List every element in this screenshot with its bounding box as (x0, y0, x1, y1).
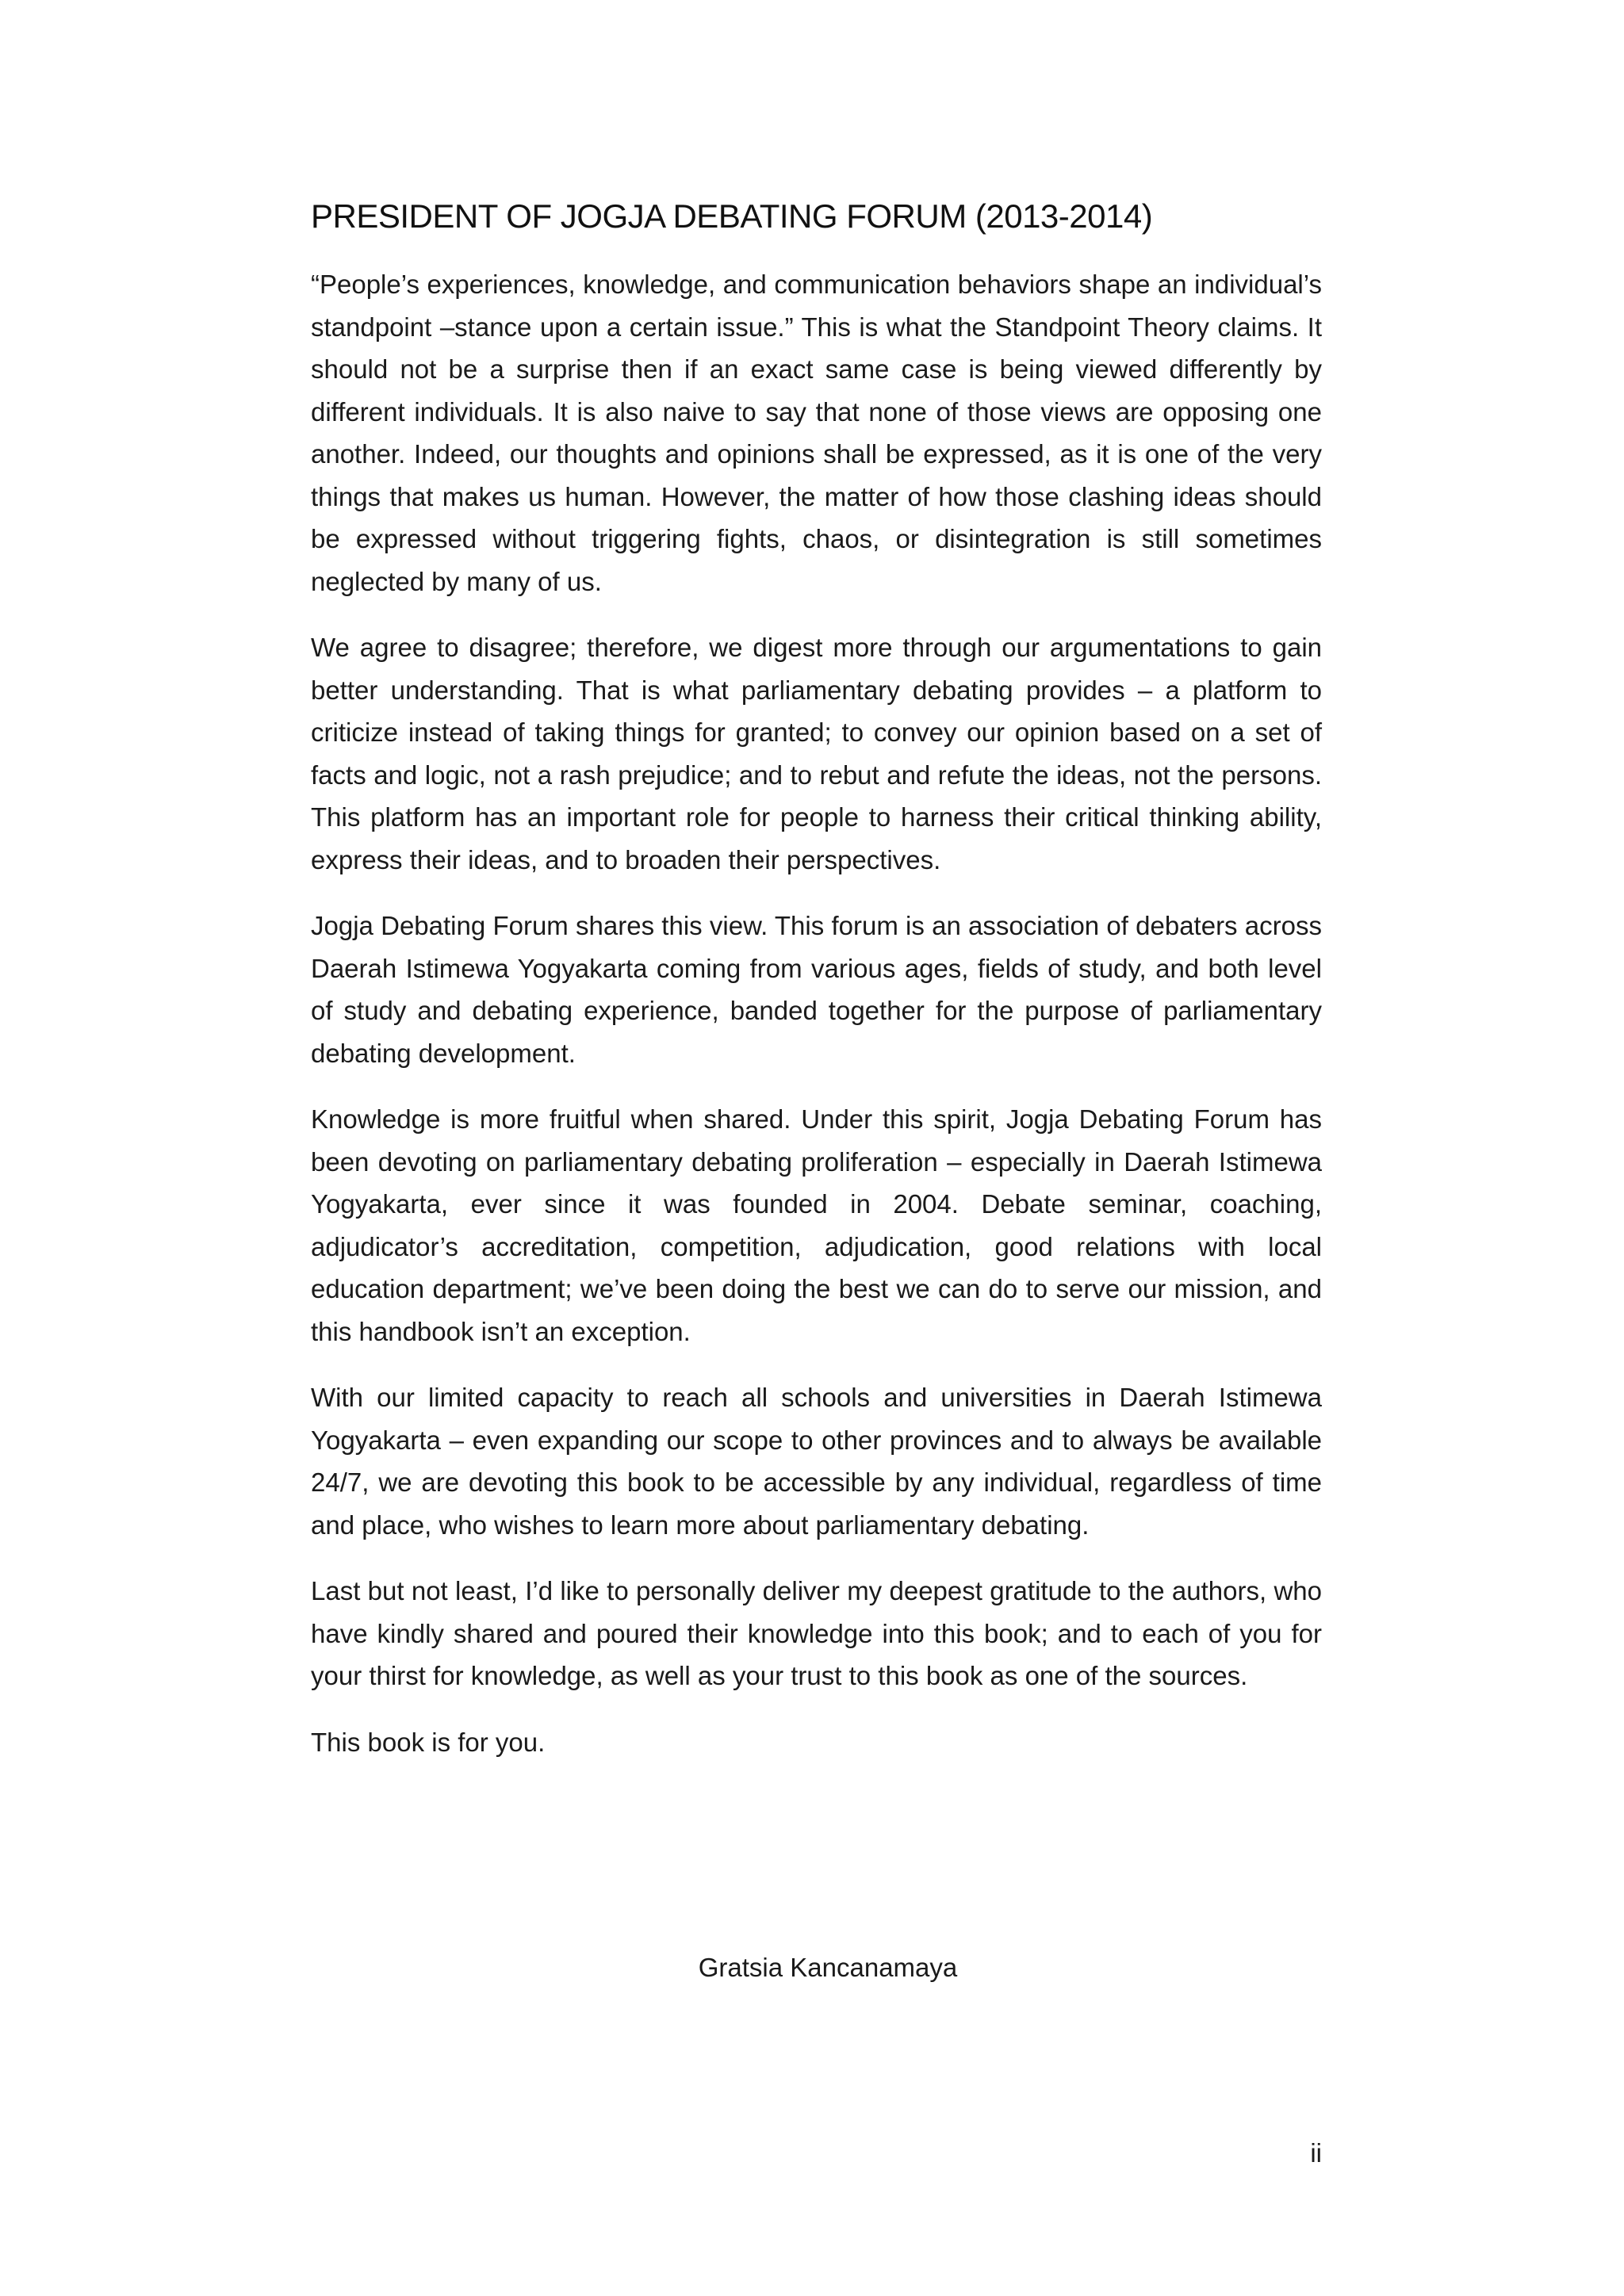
paragraph-forum-view: Jogja Debating Forum shares this view. This forum is an association of debaters across Daerah Istimewa Yogyakarta coming from various ages, fields of study, and both level of study and debating experience, banded together for the purpose of parliamentary debating development. (311, 911, 1322, 1068)
signature-name: Gratsia Kancanamaya (698, 1953, 958, 1982)
document-body (311, 197, 1322, 1787)
paragraph-gratitude: Last but not least, I’d like to personally deliver my deepest gratitude to the authors, who have kindly shared and poured their knowledge into this book; and to each of you for your thirst for knowledge, as well as your trust to this book as one of the sources. (311, 1576, 1322, 1691)
paragraph-limited-capacity: With our limited capacity to reach all schools and universities in Daerah Istimewa Yogyakarta – even expanding our scope to other provinces and to always be available 24/7, we are devoting this book to be accessible by any individual, regardless of time and place, who wishes to learn more about parliamentary debating. (311, 1383, 1322, 1540)
paragraph-standpoint-theory: “People’s experiences, knowledge, and communication behaviors shape an individual’s standpoint –stance upon a certain issue.” This is what the Standpoint Theory claims. It should not be a surprise then if an exact same case is being viewed differently by different individuals. It is also naive to say that none of those views are opposing one another. Indeed, our thoughts and opinions shall be expressed, as it is one of the very things that makes us human. However, the matter of how those clashing ideas should be expressed without triggering fights, chaos, or disintegration is still sometimes neglected by many of us. (311, 270, 1322, 596)
paragraph-closing: This book is for you. (311, 1727, 546, 1757)
page-title: PRESIDENT OF JOGJA DEBATING FORUM (2013-2014) (311, 197, 1153, 235)
paragraph-agree-to-disagree: We agree to disagree; therefore, we digest more through our argumentations to gain better understanding. That is what parliamentary debating provides – a platform to criticize instead of taking things for granted; to convey our opinion based on a set of facts and logic, not a rash prejudice; and to rebut and refute the ideas, not the persons. This platform has an important role for people to harness their critical thinking ability, express their ideas, and to broaden their perspectives. (311, 633, 1322, 874)
page-number: ii (1310, 2138, 1322, 2168)
paragraph-knowledge-shared: Knowledge is more fruitful when shared. Under this spirit, Jogja Debating Forum has been devoting on parliamentary debating proliferation – especially in Daerah Istimewa Yogyakarta, ever since it was founded in 2004. Debate seminar, coaching, adjudicator’s accreditation, competition, adjudication, good relations with local education department; we’ve been doing the best we can do to serve our mission, and this handbook isn’t an exception. (311, 1104, 1322, 1346)
